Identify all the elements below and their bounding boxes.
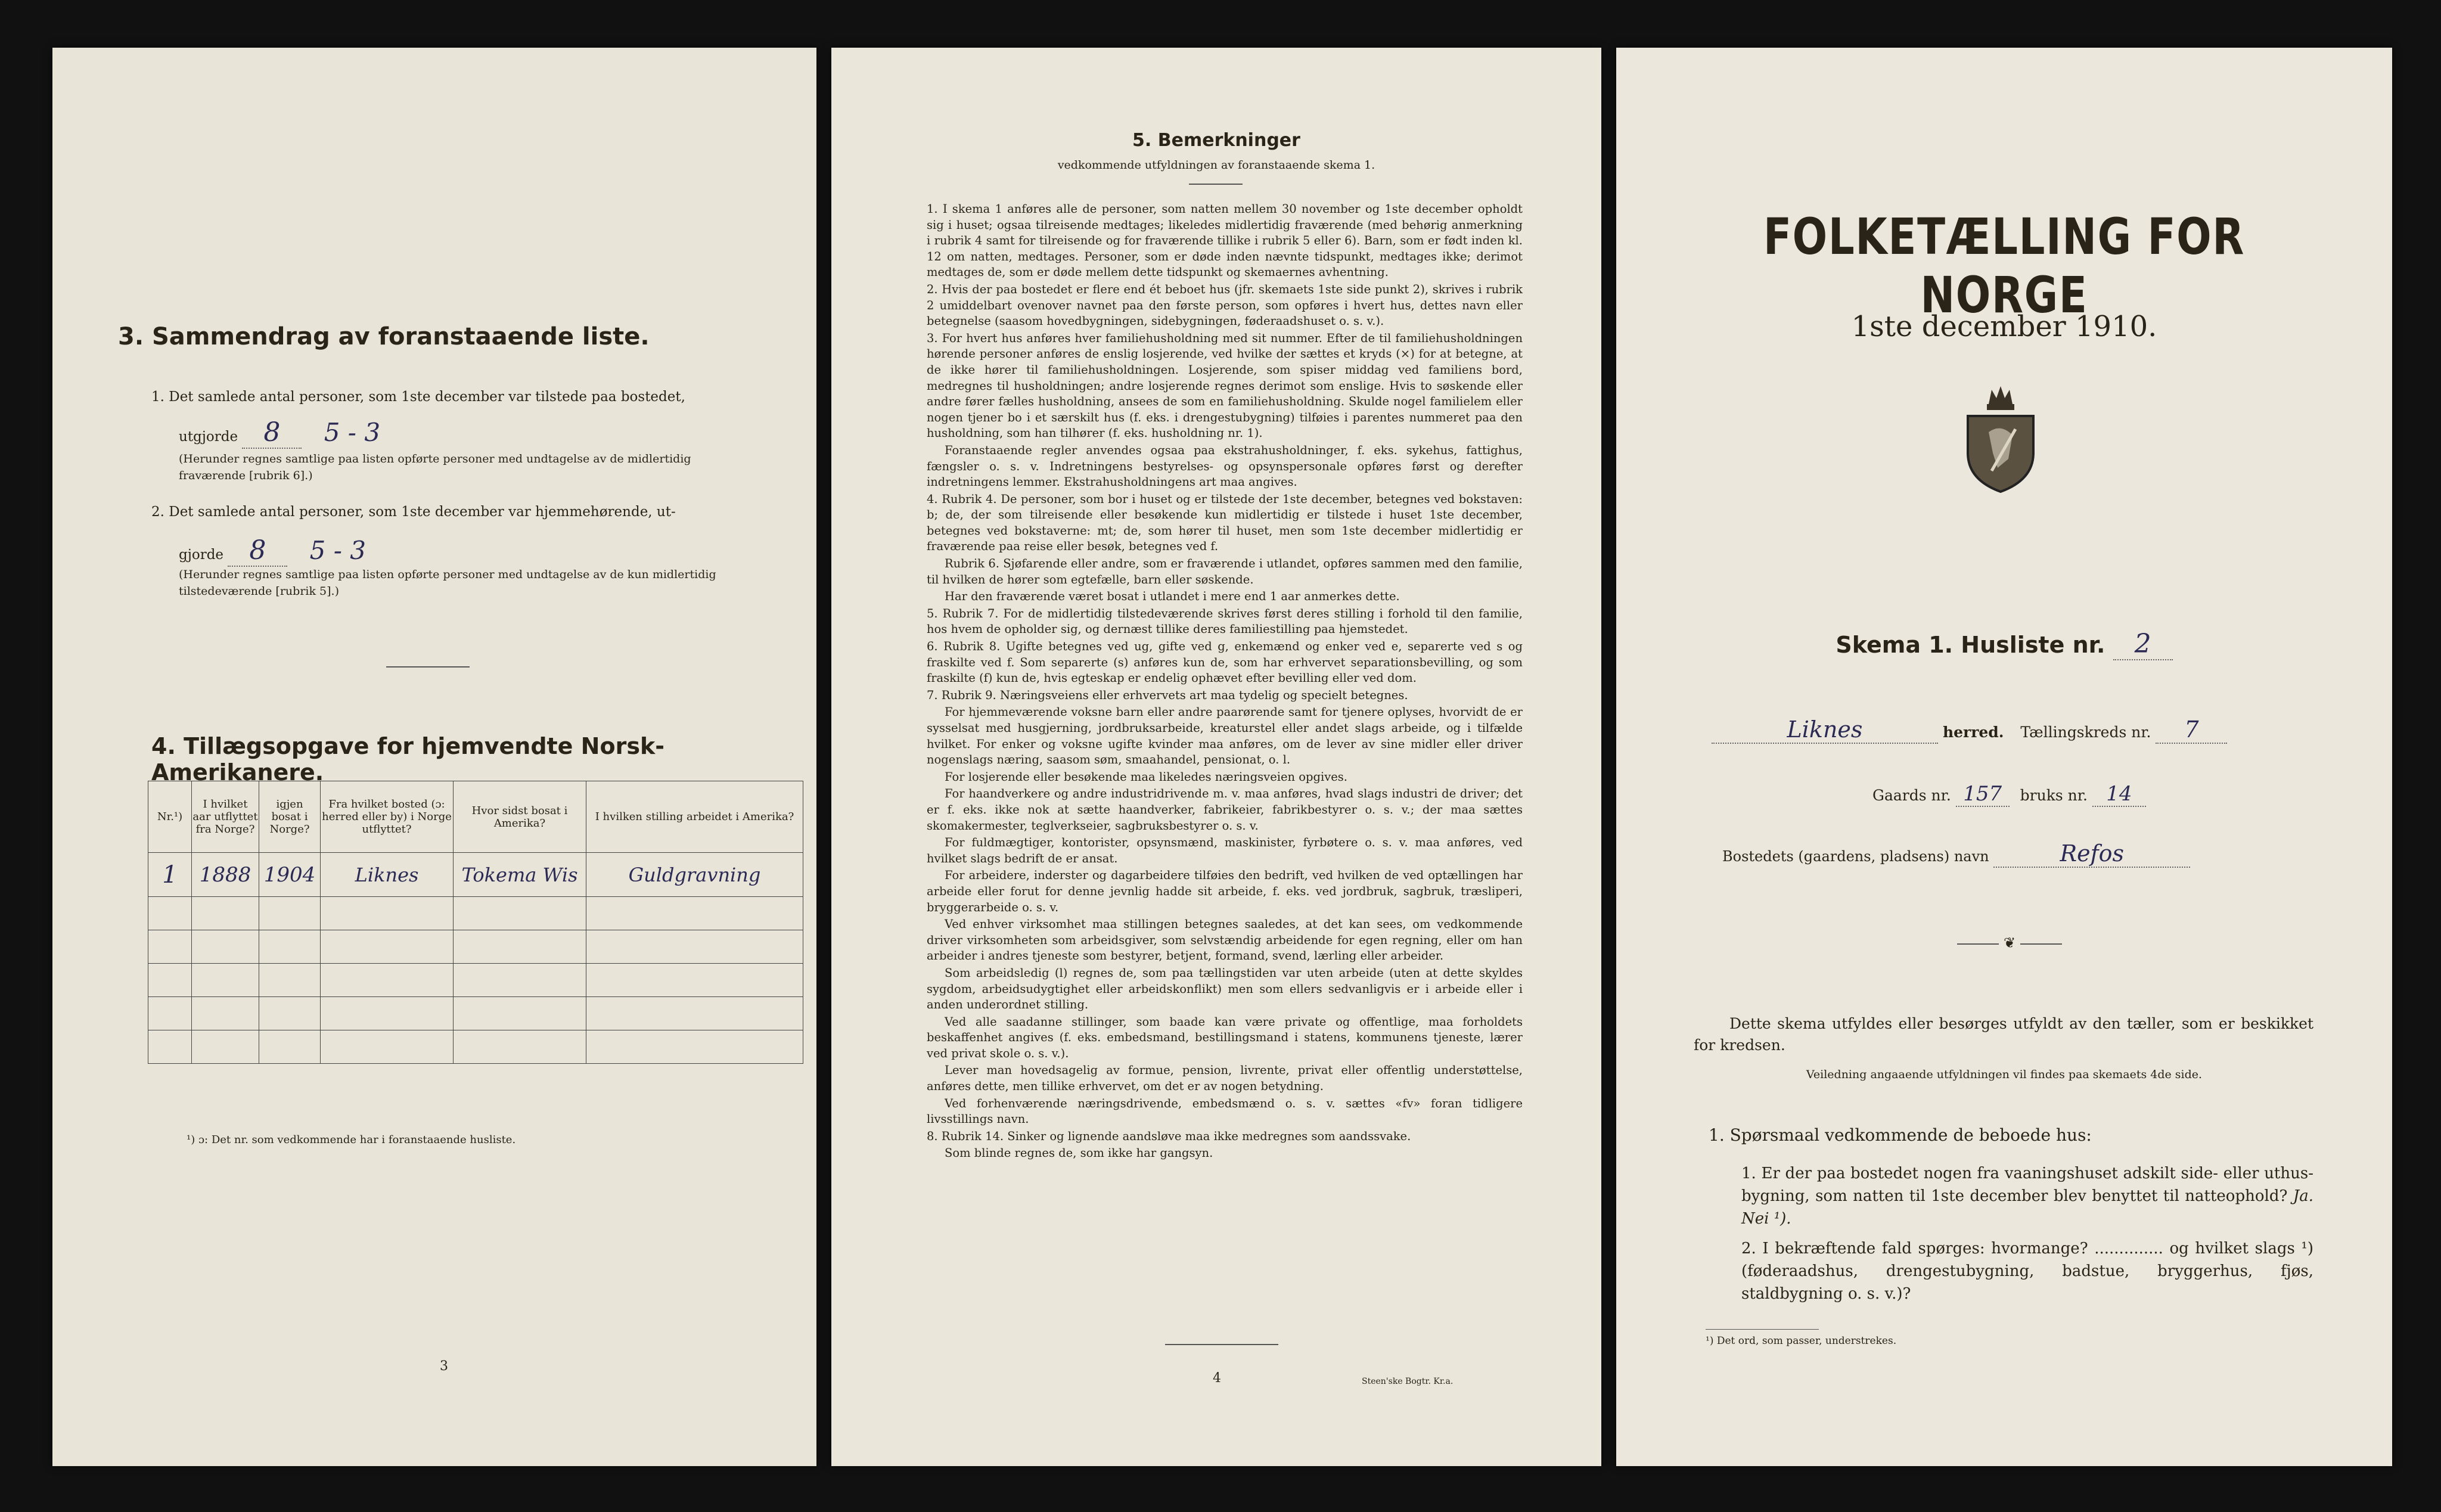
summary-item-1-note: (Herunder regnes samtlige paa listen opførte personer med undtagelse av de midlertidig fraværende [rubrik 6].) [179, 452, 691, 482]
remark-paragraph: Ved forhenværende næringsdrivende, embedsmænd o. s. v. sættes «fv» foran tidligere livsstillings navn. [927, 1096, 1523, 1126]
bosted-label: Bostedets (gaardens, pladsens) navn [1722, 848, 1989, 865]
col-utflyttet: I hvilket aar utflyttet fra Norge? [192, 781, 259, 853]
krets-label: Tællingskreds nr. [2020, 724, 2151, 741]
col-igjen-bosat: igjen bosat i Norge? [259, 781, 321, 853]
remark-paragraph: Ved alle saadanne stillinger, som baade kan være private og offentlige, maa forholdets beskaffenhet angives (f. eks. embedsmand, bestillingsmand i statens, kommunens tjeneste, lærer ved privat skole o. s. v.). [927, 1014, 1523, 1060]
footnote: ¹) ɔ: Det nr. som vedkommende har i foranstaaende husliste. [187, 1134, 516, 1146]
printer-mark: Steen'ske Bogtr. Kr.a. [1362, 1377, 1454, 1386]
bosted-field[interactable]: Refos [1993, 840, 2190, 868]
remark-paragraph: Ved enhver virksomhet maa stillingen betegnes saaledes, at det kan sees, om vedkommende driver virksomheten som arbeidsgiver, som selvstændig arbeidende for egen regning, eller om han arbeider i andres tjeneste som bestyrer, betjent, formand, svend, lærling eller arbeider. [927, 917, 1523, 963]
table-row [148, 1030, 803, 1064]
remark-paragraph: 2. Hvis der paa bostedet er flere end ét beboet hus (jfr. skemaets 1ste side punkt 2), skrives i rubrik 2 umiddelbart ovenover navnet paa den første person, som opføres i hvert hus, dettes navn eller betegnelse (saasom hovedbygningen, sidebygningen, føderaadshuset o. s. v.). [927, 282, 1523, 328]
remark-paragraph: For hjemmeværende voksne barn eller andre paarørende samt for tjenere oplyses, hvorvidt de er sysselsat med husgjerning, jordbruksarbeide, kreaturstel eller andet slags arbeide, og i tilfælde hvilket. For enker og voksne ugifte kvinder maa anføres, om de lever av sine midler eller driver nogenslags næring, saasom søm, smaahandel, pensionat, o. l. [927, 705, 1523, 767]
coat-of-arms-icon [1956, 381, 2045, 495]
schema-line [1616, 629, 2392, 660]
norsk-amerikanere-table [148, 781, 803, 1064]
remark-paragraph: For haandverkere og andre industridrivende m. v. maa anføres, hvad slags industri de driver; det er f. eks. ikke nok at sætte haandverker, fabrikeier, fabrikbestyrer o. s. v.; der maa sættes skomakermester, teglverkseier, sagbruksbestyrer o. s. v. [927, 787, 1523, 833]
remark-paragraph: 8. Rubrik 14. Sinker og lignende aandsløve maa ikke medregnes som aandssvake. [927, 1129, 1411, 1143]
table-row [148, 853, 803, 897]
table-row [148, 964, 803, 997]
instruction-text: Dette skema utfyldes eller besørges utfyldt av den tæller, som er beskikket for kredsen. [1694, 1015, 2313, 1054]
husliste-nr-field[interactable]: 2 [2113, 629, 2173, 660]
summary-item-1-line [179, 417, 380, 449]
col-nr: Nr.¹) [148, 781, 192, 853]
left-page [52, 48, 816, 1466]
summary-item-2-note: (Herunder regnes samtlige paa listen opførte personer med undtagelse av de kun midlertidig tilstedeværende [rubrik 5].) [179, 568, 716, 598]
question-1 [1741, 1162, 2313, 1230]
herred-label: herred. [1942, 724, 2004, 741]
remark-paragraph: Som blinde regnes de, som ikke har gangsyn. [945, 1146, 1213, 1160]
cell-utflyttet: 1888 [192, 853, 259, 897]
herred-field[interactable]: Liknes [1712, 716, 1938, 744]
instruction-note: Veiledning angaaende utfyldningen vil findes paa skemaets 4de side. [1806, 1068, 2203, 1081]
remark-paragraph: For arbeidere, inderster og dagarbeidere tilføies den bedrift, ved hvilken de ved optællingen har arbeide eller forut for denne jevnlig hadde sit arbeide, f. eks. ved jordbruk, sagbruk, træsliperi, bryggerarbeide o. s. v. [927, 868, 1523, 914]
table-header-row [148, 781, 803, 853]
page-number: 4 [1213, 1371, 1221, 1386]
remark-paragraph: Lever man hovedsagelig av formue, pension, livrente, privat eller offentlig understøttelse, anføres dette, men tillike erhvervet, om det er av nogen betydning. [927, 1063, 1523, 1094]
summary-item-1-value: 8 [242, 417, 302, 449]
page-number: 3 [440, 1359, 448, 1374]
ornament-icon: ❦ [2003, 934, 2016, 951]
remarks-list [927, 201, 1523, 1163]
question-1-answer[interactable]: Ja. Nei ¹). [1741, 1187, 2313, 1228]
gaard-field[interactable]: 157 [1956, 782, 2010, 807]
table-row [148, 897, 803, 930]
cell-igjen-bosat: 1904 [259, 853, 321, 897]
cell-nr: 1 [148, 853, 192, 897]
cell-stilling: Guldgravning [586, 853, 803, 897]
remark-paragraph: 7. Rubrik 9. Næringsveiens eller erhvervets art maa tydelig og specielt betegnes. [927, 688, 1408, 702]
summary-item-1-text: 1. Det samlede antal personer, som 1ste december var tilstede paa bostedet, [151, 389, 685, 405]
remark-paragraph: 5. Rubrik 7. For de midlertidig tilstedeværende skrives først deres stilling i forhold til den familie, hos hvem de opholder sig, og dernæst tillike deres familiestilling paa hjemstedet. [927, 606, 1523, 637]
summary-item-2-prefix: gjorde [179, 547, 224, 563]
col-sidst-bosat: Hvor sidst bosat i Amerika? [454, 781, 586, 853]
col-fra-bosted: Fra hvilket bosted (ɔ: herred eller by) i Norge utflyttet? [321, 781, 454, 853]
summary-item-2-line [179, 535, 366, 567]
remark-paragraph: For fuldmægtiger, kontorister, opsynsmænd, maskinister, fyrbøtere o. s. v. maa anføres, ved hvilket slags bedrift de er ansat. [927, 836, 1523, 865]
question-2: 2. I bekræftende fald spørges: hvormange? .............. og hvilket slags ¹) (føderaadshus, drengestubygning, badstue, bryggerhus, fjøs, staldbygning o. s. v.)? [1741, 1240, 2313, 1303]
summary-item-2-text: 2. Det samlede antal personer, som 1ste december var hjemmehørende, ut- [151, 504, 676, 520]
remark-paragraph: 6. Rubrik 8. Ugifte betegnes ved ug, gifte ved g, enkemænd og enker ved e, separerte ved s og fraskilte ved f. Som separerte (s) anføres kun de, som har erhvervet separationsbevilling, og som fraskilte (f) kun de, hvis egteskap er endelig ophævet efter bevilling eller ved dom. [927, 639, 1523, 685]
summary-item-2-value: 8 [228, 535, 287, 567]
table-row [148, 997, 803, 1030]
cell-sidst-bosat: Tokema Wis [454, 853, 586, 897]
bruk-field[interactable]: 14 [2092, 782, 2146, 807]
remark-paragraph: Rubrik 6. Sjøfarende eller andre, som er fraværende i utlandet, opføres sammen med den familie, til hvilken de hører som egtefælle, barn eller søskende. [927, 557, 1523, 586]
remark-paragraph: 4. Rubrik 4. De personer, som bor i huset og er tilstede der 1ste december, betegnes ved bokstaven: b; de, der som tilreisende eller besøkende kun midlertidig er tilstede i huset 1ste december, betegnes ved bokstaverne: mt; de, som hører til huset, men som 1ste december midlertidig er fraværende paa reise eller besøk, betegnes ved f. [927, 492, 1523, 554]
right-page [1616, 48, 2392, 1466]
table-row [148, 930, 803, 964]
title-divider [1189, 184, 1243, 185]
footnote-rule [1706, 1329, 1819, 1330]
ornament-divider [1950, 934, 2069, 951]
col-stilling: I hvilken stilling arbeidet i Amerika? [586, 781, 803, 853]
remarks-title: 5. Bemerkninger [1132, 130, 1300, 151]
divider [386, 666, 470, 667]
krets-field[interactable]: 7 [2156, 716, 2227, 744]
summary-item-1-hand: 5 - 3 [324, 418, 381, 447]
middle-page [831, 48, 1601, 1466]
remark-paragraph: Foranstaaende regler anvendes ogsaa paa ekstrahusholdninger, f. eks. sykehus, fattighus, fængsler o. s. v. Indretningens bestyrelses- og opsynspersonale opføres først og derefter indretningens lemmer. Ekstrahusholdningens art maa angives. [927, 443, 1523, 489]
remark-paragraph: Har den fraværende været bosat i utlandet i mere end 1 aar anmerkes dette. [945, 589, 1400, 604]
summary-item-2-hand: 5 - 3 [309, 536, 366, 565]
gaard-line [1872, 782, 2146, 807]
gaard-label: Gaards nr. [1872, 787, 1951, 804]
remarks-subtitle: vedkommende utfyldningen av foranstaaende skema 1. [1057, 159, 1375, 172]
question-section-title: 1. Spørsmaal vedkommende de beboede hus: [1709, 1125, 2092, 1145]
section-4-title: 4. Tillægsopgave for hjemvendte Norsk-Amerikanere. [151, 733, 664, 786]
remark-paragraph: 3. For hvert hus anføres hver familiehusholdning med sit nummer. Efter de til familiehusholdningen hørende personer anføres de enslig losjerende, ved hvilke der sættes et kryds (×) for at betegne, at de ikke hører til familiehusholdningen. Losjerende, som spiser middag ved familiens bord, medregnes til husholdningen; andre losjerende regnes derimot som enslige. Hvis to søskende eller andre fører fælles husholdning, ansees de som en familiehusholdning. Skulde nogel familielem eller nogen tjener bo i et særskilt hus (f. eks. i drengestubygning) tilføies i parentes nummeret paa den husholdning, som han tilhører (f. eks. husholdning nr. 1). [927, 331, 1523, 440]
footnote: ¹) Det ord, som passer, understrekes. [1706, 1335, 1897, 1347]
main-title: FOLKETÆLLING FOR NORGE [1763, 207, 2246, 324]
herred-line [1712, 716, 2343, 744]
bruk-label: bruks nr. [2020, 787, 2088, 804]
question-1-text: 1. Er der paa bostedet nogen fra vaaningshuset adskilt side- eller uthus-bygning, som natten til 1ste december blev benyttet til natteophold? [1741, 1165, 2313, 1205]
remark-paragraph: For losjerende eller besøkende maa likeledes næringsveien opgives. [945, 769, 1347, 784]
bottom-divider [1165, 1344, 1278, 1345]
remark-paragraph: 1. I skema 1 anføres alle de personer, som natten mellem 30 november og 1ste december opholdt sig i huset; ogsaa tilreisende medtages; likeledes midlertidig fraværende (med behørig anmerkning i rubrik 4 samt for tilreisende og for fraværende tillike i rubrik 5 eller 6). Barn, som er født inden kl. 12 om natten, medtages. Personer, som er døde inden nævnte tidspunkt, medtages ikke; derimot medtages de, som er døde mellem dette tidspunkt og skemaernes avhentning. [927, 202, 1523, 280]
summary-item-1 [151, 389, 747, 406]
remark-paragraph: Som arbeidsledig (l) regnes de, som paa tællingstiden var uten arbeide (uten at dette skyldes sygdom, arbeidsudygtighet eller arbeidskonflikt) men som ellers sedvanligvis er i arbeide eller i anden underordnet stilling. [927, 965, 1523, 1012]
summary-item-1-prefix: utgjorde [179, 429, 238, 445]
census-date: 1ste december 1910. [1851, 310, 2157, 343]
schema-label: Skema 1. Husliste nr. [1836, 632, 2105, 658]
bosted-line [1722, 840, 2190, 868]
cell-fra-bosted: Liknes [321, 853, 454, 897]
section-3-title: 3. Sammendrag av foranstaaende liste. [118, 323, 650, 350]
